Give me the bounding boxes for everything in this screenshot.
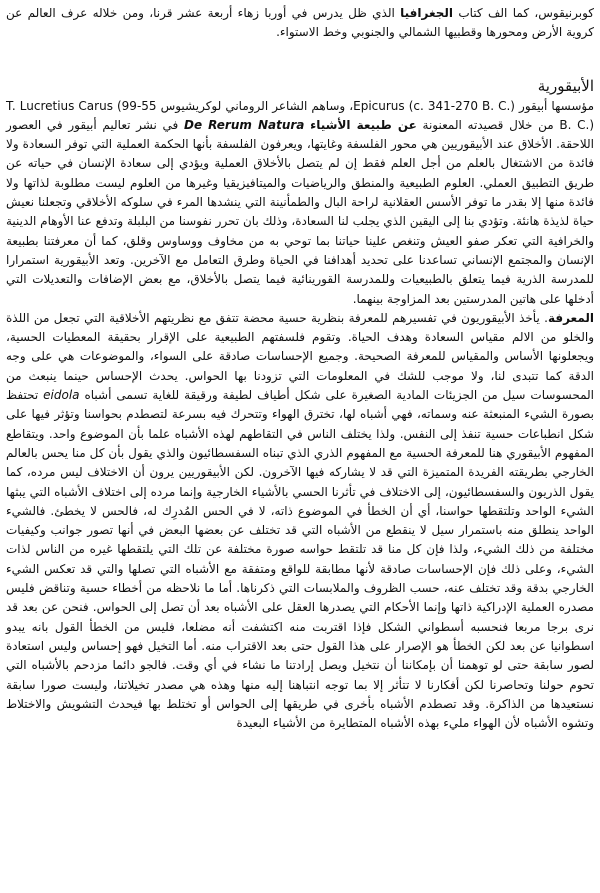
section-heading: الأبيقورية: [537, 76, 594, 95]
knowledge-paragraph: [6, 309, 594, 734]
work-title-arabic: عن طبيعة الأشياء: [310, 117, 417, 132]
lucretius-name: T. Lucretius Carus (99-55 B. C.): [6, 98, 595, 132]
p1-text-1: مؤسسها أبيقور: [514, 98, 594, 113]
intro-bold-term: الجغرافيا: [400, 6, 454, 20]
intro-text-1: كوبرنيقوس، كما الف كتاب: [453, 6, 594, 20]
p1-text-3: من خلال قصيدته المعنونة: [416, 117, 560, 132]
intro-text-2: الذي ظل يدرس في أوربا زهاء أربعة عشر قرنا، ومن خلاله عرف العالم عن كروية الأرض ومحورها وقطبيها الشمالي والجنوبي وخط الاستواء.: [6, 6, 594, 40]
epicurus-name: Epicurus (c. 341-270 B. C.): [353, 98, 515, 113]
p1-text-2: ، وساهم الشاعر الروماني لوكريشيوس: [156, 98, 354, 113]
p2-text-2: تحتفظ بصورة الشيء المنبعثة عنه وسماته، فهي أشباه لها، تخترق الهواء وتتحرك فيه بسرعة لتصطدم بحواسنا وتؤثر فيها على شكل انطباعات حسية تنفذ إلى النفس. ولذا يختلف الناس في التقاطهم لهذه الأشباه علما بأن الموضوع واحد. ويتقاطع المفهوم الأبيقوري هنا للمعرفة الحسية مع المفهوم الذري الذي تبناه السفسطائيون والذي يقول بأن كل منا يحس بالعالم الخارجي بطريقته الفريدة المتميزة التي قد لا يشاركه فيها الآخرون. لكن الأبيقوريين يرون أن الاختلاف ليس مرده، كما يقول الذريون والسفسطائيون، إلى الاختلاف في تأثرنا الحسي بالأشياء الخارجية وإنما مرده إلى اختلاف الأشباه التي يبثها الشيء الواحد وتلتقطها حواسنا، أي أن الخطأ في الموضوع ذاته، لا في الحس المُدرِك له، فالحس لا يخطئ. فالشيء الواحد ينطلق منه باستمرار سيل لا ينقطع من الأشباه التي قد تختلف عن بعضها البعض في أنها تصور جوانب وكيفيات مختلفة من ذلك الشيء، ولذا فإن كل منا قد تلتقط حواسه صورة مختلفة عن تلك التي يلتقطها غيره من الناس لذات الشيء، وعلى ذلك فإن الإحساسات صادقة لأنها مطابقة للواقع ومتفقة مع الأشباه التي تصلها والتي قد تعكس الشيء الخارجي بدقة وقد تختلف عنه، حسب الظروف والملابسات التي ذكرناها. أما ما نلاحظه من أخطاء حسية وتناقض فليس مصدره العملية الإدراكية ذاتها وإنما الأحكام التي يصدرها العقل على الأشباه بعد أن تصل إلى الحواس. فنحن عن بعد قد نرى برجا مربعا فنحسبه أسطواني الشكل فإذا اقتربت منه اكتشفت أنه مضلعا، فليس من الخطأ القول بانه يبدو اسطوانيا عن بعد لكن الخطأ هو الإصرار على هذا القول حتى بعد الاقتراب منه. أما التخيل فهو إحساس وليس استعادة لصور سابقة حتى لو توهمنا أن بإمكاننا أن نتخيل ويصل إرادتنا ما نشاء في أي وقت. فالجو دائما مزدحم بالأشباه التي تحوم حولنا وتحاصرنا لكن أفكارنا لا تتأثر إلا بما توجه انتباهنا إليه منها وهذه هي مصدر تخيلاتنا، وليست صورا سابقة نستعيدها من الذاكرة. وقد تصطدم الأشباه بأخرى في طريقها إلى الحواس أو تختلط بها فيحدث التشويش والاختلاط وتشوه الأشباه لأن الهواء مليء بهذه الأشباه المتطايرة من الأشياء البعيدة: [6, 388, 594, 731]
p1-text-4: في نشر تعاليم أبيقور في العصور اللاحقة. الأخلاق عند الأبيقوريين هي محور الفلسفة وغايتها، ويعرفون الفلسفة بأنها الحكمة العملية التي توفر السعادة ولا فائدة من الاشتغال بالعلم من أجل العلم فقط إن لم يتصل بالأخلاق العملية ويؤدي إلى سعادة الإنسان في حياته عن طريق التطبيق العملي. العلوم الطبيعية والمنطق والرياضيات والميتافيزيقيا وغيرها من العلوم ليست مطلوبة لذاتها ولا فائدة منها إلا بقدر ما توفر الأسس العقلانية لراحة البال والطمأنينة التي ينشدها المرء في سلوكه الأخلاقي وتجعلنا نعيش حياة لذيذة هانئة. وتؤدي بنا إلى اليقين الذي يجلب لنا السعادة، وذلك بان تحرر نفوسنا من البلبلة وتدفع عنا الأوهام الدينية والخرافية التي تعكر صفو العيش وتنغص علينا حياتنا بما توحي به من مخاوف ووساوس وقلق، كما أن معرفتنا بطبيعة الإنسان والمجتمع الإنساني تساعدنا على تحديد أهدافنا في الحياة وطرق التعامل مع الآخرين. وتعد الأبيقورية استمرارا للمدرسة الذرية فيما يتعلق بالطبيعيات وللمدرسة القورينائية فيما يتصل بالأخلاق، مع بعض الإضافات والتعديلات التي أدخلها على هاتين المدرستين بعد المزاوجة بينهما.: [6, 117, 594, 306]
intro-paragraph: [6, 4, 594, 43]
epicureanism-paragraph: [6, 97, 594, 309]
p2-text-1: . يأخذ الأبيقوريون في تفسيرهم للمعرفة بنظرية حسية محضة تتفق مع نظريتهم الأخلاقية التي تجعل من اللذة والخلو من الالم مقياس السعادة وهدف الحياة. وتقوم فلسفتهم الطبيعية على الإقرار بحقيقة المعطيات الحسية، ويجعلونها الأساس والمقياس للمعرفة الصحيحة. وجميع الإحساسات صادقة على السواء، والموضوعات هي على وجه الدقة كما تتبدى لنا، ولا موجب للشك في المعلومات التي تزودنا بها الحواس. يحدث الإحساس حينما ينبعث من المحسوسات سيل من الجزيئات المادية الصغيرة على شكل أطياف لطيفة ورقيقة للغاية تسمى أشباه: [6, 310, 594, 403]
knowledge-lead: المعرفة: [547, 310, 594, 325]
eidola-term: eidola: [43, 388, 80, 403]
work-title-latin: De Rerum Natura: [183, 117, 305, 132]
